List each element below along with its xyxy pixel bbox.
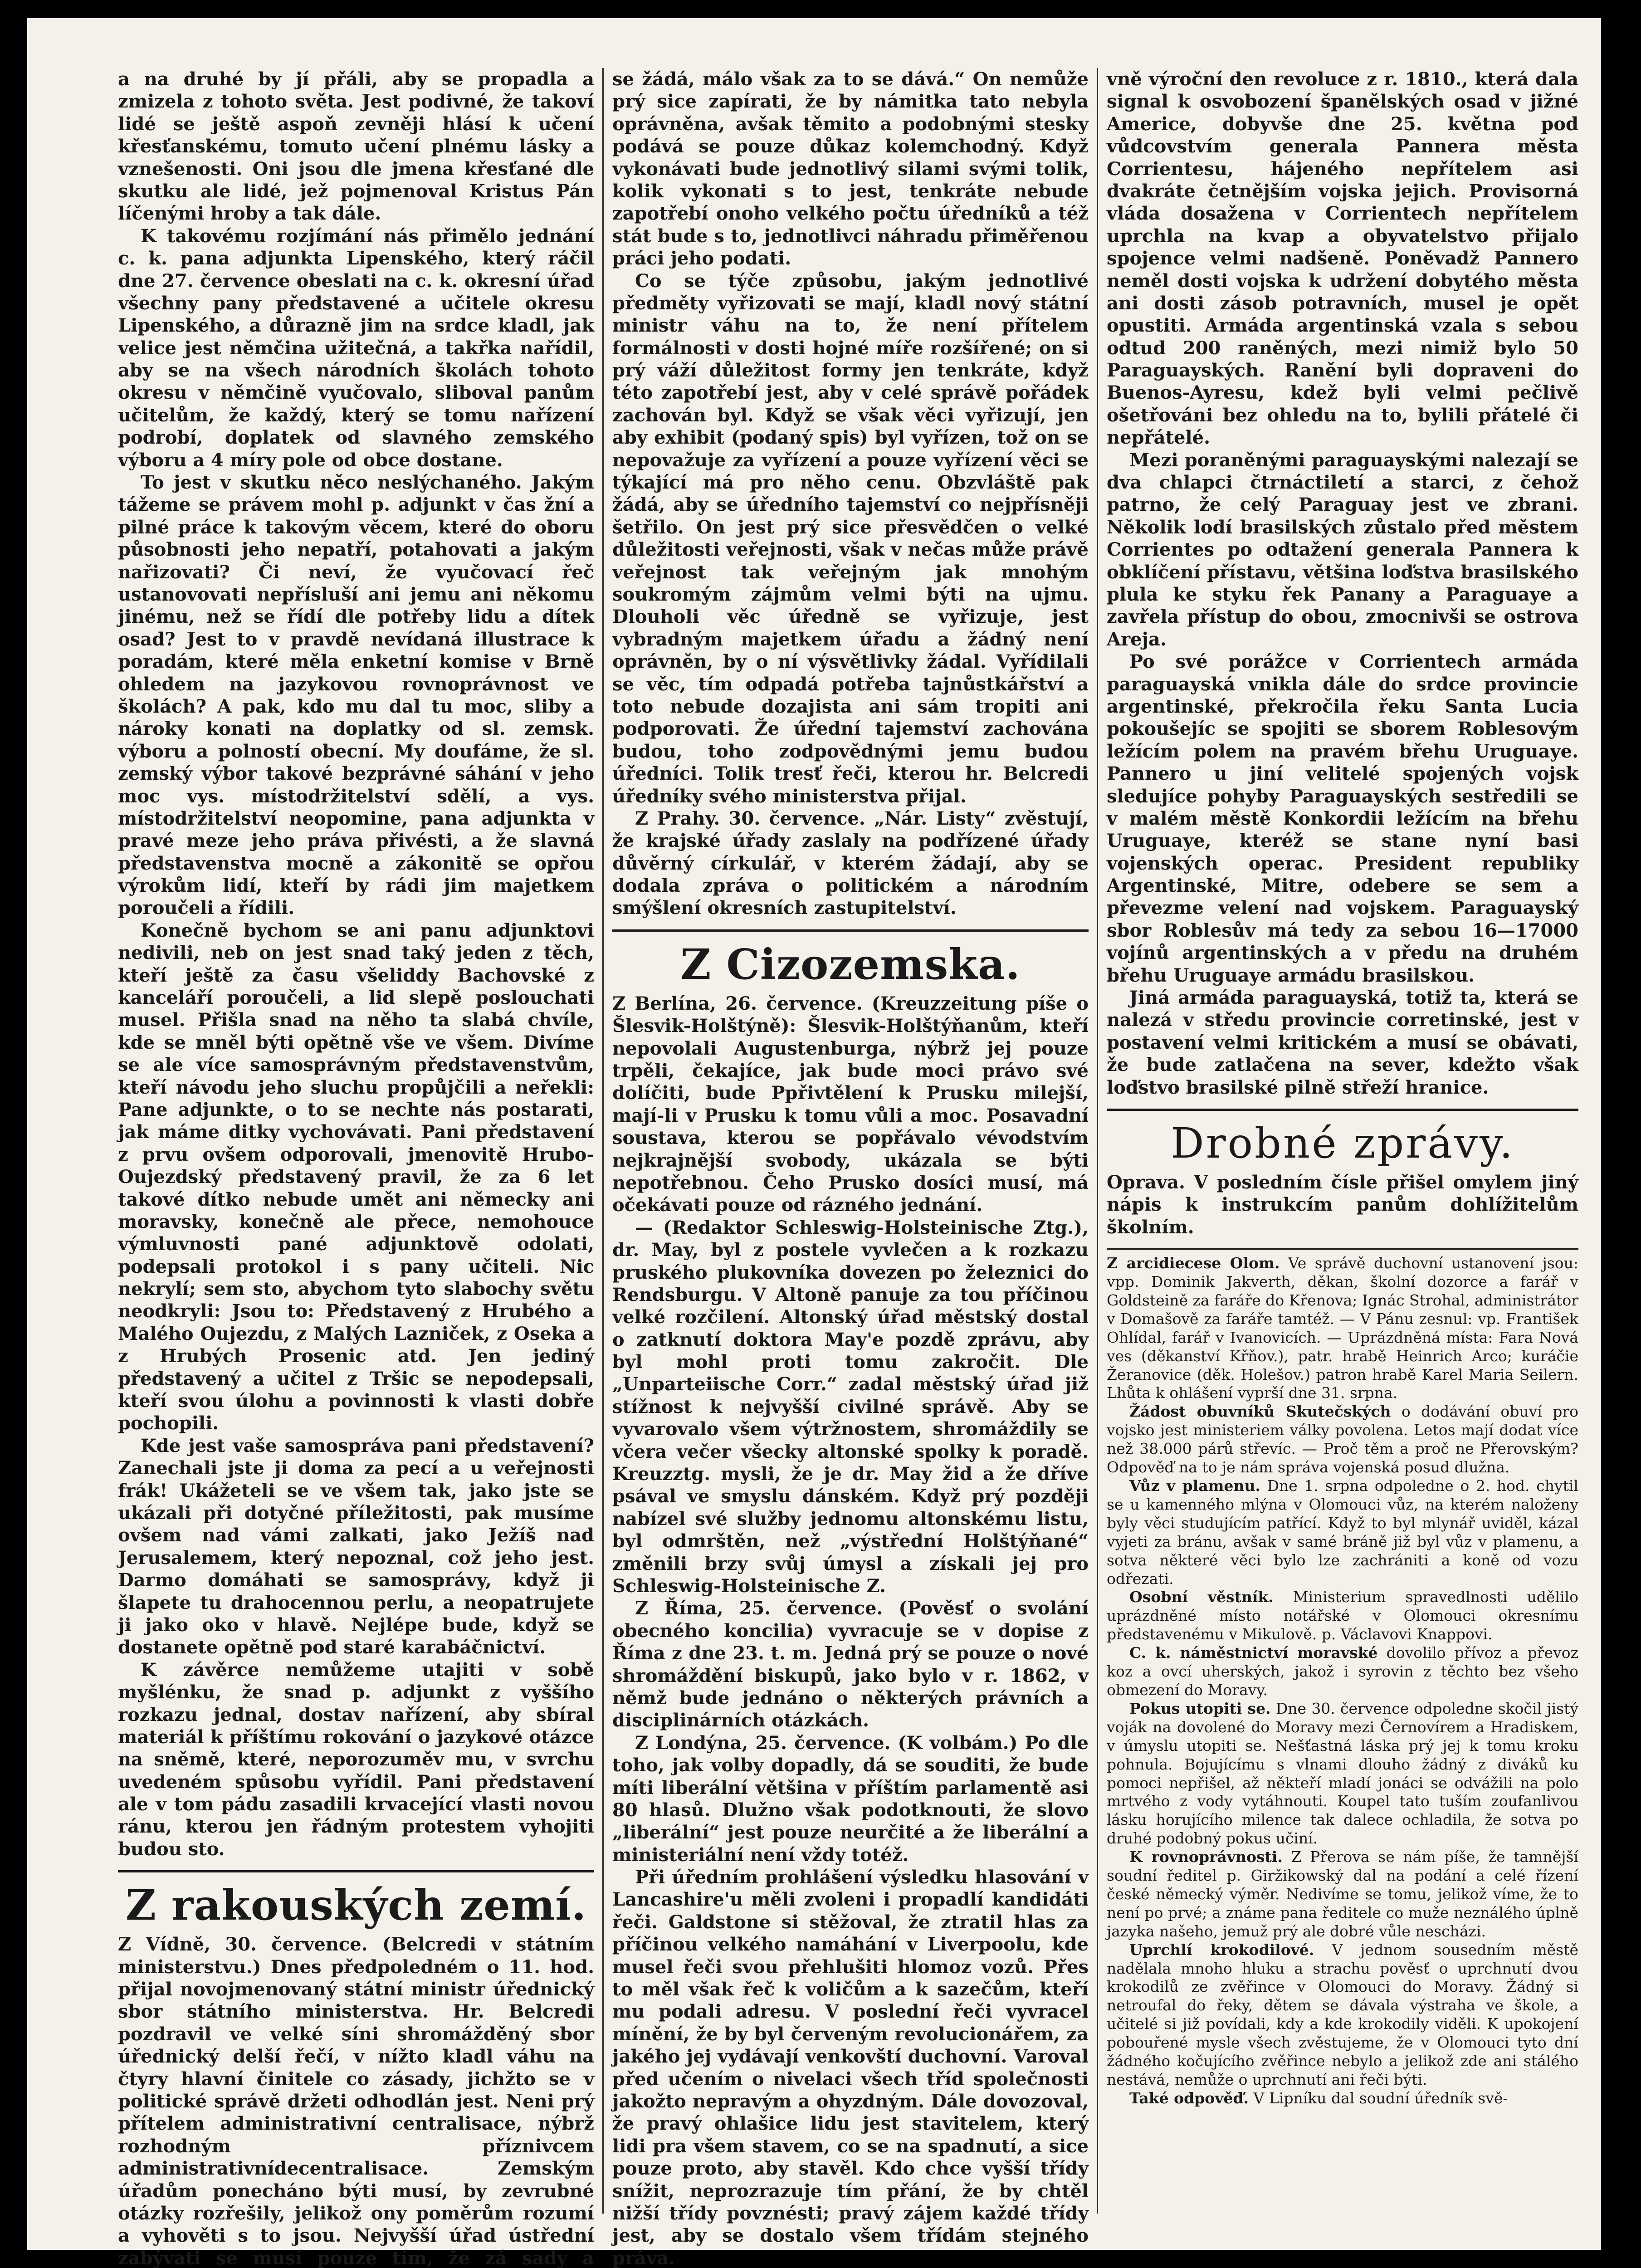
news-text: Z Přerova se nám píše, že tamnější soudní ředitel p. Giržikowský dal na podání a celé řízení české německý výměr. Nedivíme se tomu, jelikož víme, že to není po prvé; a známe pana ředitele co muže neználého úplně jazyka našeho, jemuž prý ale dobré vůle nescházi. (1107, 1848, 1578, 1940)
news-label: Osobní věstník. (1129, 1588, 1274, 1606)
news-text: Ministerium spravedlnosti udělilo uprázdněné místo notářské v Olomouci okresnímu představenému v Mikulově. p. Václavovi Knappovi. (1107, 1588, 1578, 1643)
correction-notice (1107, 1171, 1578, 1238)
news-item (1107, 1700, 1578, 1848)
news-text: V Lipníku dal soudní úředník svě- (1253, 2089, 1508, 2107)
column-left (118, 68, 594, 2268)
news-item (1107, 1644, 1578, 1700)
news-label: Uprchlí krokodilové. (1129, 1941, 1314, 1959)
news-label: K rovnoprávnosti. (1129, 1848, 1283, 1866)
article-paragraph: a na druhé by jí přáli, aby se propadla a zmizela z tohoto světa. Jest podivné, že takoví lidé se ještě aspoň zevněji hlásí k učení křesťanskému, tomuto učení plnému lásky a vznešenosti. Oni jsou dle jmena křesťané dle skutku ale lidé, jež pojmenoval Kristus Pán líčenými hroby a tak dále. (118, 68, 594, 225)
article-paragraph: K závěrce nemůžeme utajiti v sobě myšlénku, že snad p. adjunkt z vyššího rozkazu jednal, dostav nařízení, aby sbíral materiál k příštímu rokování o jazykové otázce na sněmě, které, neporozuměv mu, v svrchu uvedeném spůsobu vyřídil. Pani představení ale v tom pádu zasadili krvacející vlasti novou ránu, kterou jen řádným protestem vyhojiti budou sto. (118, 1659, 594, 1860)
article-paragraph: Jiná armáda paraguayská, totiž ta, která se nalezá v středu provincie corretinské, jest v postavení velmi kritickém a musí se obávati, že bude zatlačena na sever, kdežto však loďstvo brasilské pilně střeží hranice. (1107, 987, 1578, 1098)
article-paragraph: Konečně bychom se ani panu adjunktovi nedivili, neb on jest snad taký jeden z těch, kteří ještě za času všeliddy Bachovské z kanceláří poroučeli, a lid slepě poslouchati musel. Přišla snad na něho ta slabá chvíle, kde se mněl býti opětně vše ve všem. Divíme se ale více samosprávným představenstvům, kteří návodu jeho sluchu propůjčili a neřekli: Pane adjunkte, o to se nechte nás postarati, jak máme ditky vychovávati. Pani představení z prvu ovšem odporovali, jmenovitě Hrubo-Oujezdský představený pravil, že za 6 let takové dítko nebude umět ani německy ani moravsky, konečně ale přece, nemohouce výmluvnosti pané adjunktově odolati, podepsali protokol i s pany učiteli. Nic nekrylí; sem sto, abychom tyto slabochy světu neodkryli: Jsou to: Představený z Hrubého a Malého Oujezdu, z Malých Lazniček, z Oseka a z Hrubých Prosenic atd. Jen jediný představený a učitel z Tršic se nepodepsali, kteří svou úlohu a povinnosti k vlasti dobře pochopili. (118, 919, 594, 1434)
news-item (1107, 1477, 1578, 1588)
news-item (1107, 2089, 1578, 2108)
column-rule (602, 68, 604, 2214)
article-paragraph: Mezi poraněnými paraguayskými nalezají se dva chlapci čtrnáctiletí a starci, z čehož patrno, že celý Paraguay jest ve zbrani. Několik lodí brasilských zůstalo před městem Corrientes po odtažení generala Pannera k obklíčení přístavu, většina loďstva brasilského plula ke styku řek Panany a Paraguaye a zavřela přístup do obou, zmocnivši se ostrova Areja. (1107, 449, 1578, 650)
news-label: Také odpověď. (1129, 2089, 1249, 2107)
section-divider (118, 1870, 594, 1872)
article-paragraph: Z Londýna, 25. července. (K volbám.) Po dle toho, jak volby dopadly, dá se souditi, že bude míti liberální většina v příštím parlamentě asi 80 hlasů. Dlužno však podotknouti, že slovo „liberální“ jest pouze neurčité a že liberální a ministeriální není vždy totéž. (612, 1732, 1089, 1866)
column-rule (1097, 68, 1098, 2214)
section-heading: Drobné zprávy. (1170, 1119, 1515, 1168)
news-text: Ve správě duchovní ustanovení jsou: vpp. Dominik Jakverth, děkan, školní dozorce a farář v Goldsteině za faráře do Křenova; Ignác Strohal, administrátor v Domašově za faráře tamtéž. — V Pánu zesnul: vp. František Ohlídal, farář v Ivanovicích. — Uprázdněná místa: Fara Nová ves (děkanství Křňov.), patr. hrabě Heinrich Arco; kuráčie Žeranovice (děk. Holešov.) patron hrabě Karel Maria Seilern. Lhůta k ohlášení vyprší dne 31. srpna. (1107, 1254, 1578, 1402)
news-item (1107, 1588, 1578, 1644)
news-text: Dne 1. srpna odpoledne o 2. hod. chytil se u kamenného mlýna v Olomouci vůz, na kterém naloženy byly věci studujícím patřící. Když to byl mlynář uviděl, kázal vyjeti za bránu, avšak v samé bráně již byl vůz v plamenu, a sotva některé věci bylo lze zachrániti a koně od vozu odřezati. (1107, 1477, 1578, 1588)
notice-label: Oprava. (1107, 1171, 1185, 1193)
news-item (1107, 1848, 1578, 1941)
section-heading: Z Cizozemska. (680, 939, 1021, 989)
article-paragraph: Co se týče způsobu, jakým jednotlivé předměty vyřizovati se mají, kladl nový státní ministr váhu na to, že není přítelem formálnosti v dosti hojné míře rozšířené; on si prý váží důležitost formy jen tenkráte, když této zapotřebí jest, aby v celé správě pořádek zachován byl. Když se však věci vyřizují, jen aby exhibit (podaný spis) byl vyřízen, tož on se nepovažuje za vyřízení a pouze vyřízení věci se týkající má pro něho cenu. Obzvláště pak žádá, aby se úředního tajemství co nejpřísněji šetřilo. On jest prý sice přesvědčen o velké důležitosti veřejnosti, však v nečas může právě veřejnost tak veřejným jak mnohým soukromým zájmům velmi býti na ujmu. Dlouholi věc úředně se vyřizuje, jest vybradným majetkem úřadu a žádný není oprávněn, by o ní výsvětlivky žádal. Vyřídilali se věc, tím odpadá potřeba tajnůstkářství a toto nebude dozajista ani sám tropiti ani podporovati. Že úřední tajemství zachována budou, toho zodpovědnými jemu budou úředníci. Tolik tresť řeči, kterou hr. Belcredi úředníky svého ministerstva přijal. (612, 270, 1089, 807)
article-paragraph: vně výroční den revoluce z r. 1810., která dala signal k osvobození španělských osad v jižné Americe, dobyvše dne 25. května pod vůdcovstvím generala Pannera města Corrientesu, hájeného nepřítelem asi dvakráte četnějším vojska jejich. Provisorná vláda dosažena v Corrientech nepřítelem uprchla na kvap a obyvatelstvo přijalo spojence velmi nadšeně. Poněvadž Pannero neměl dosti vojska k udržení dobytého města ani dosti zásob potravních, musel je opět opustiti. Armáda argentinská vzala s sebou odtud 200 raněných, mezi nimiž bylo 50 Paraguayských. Ranění byli dopraveni do Buenos-Ayresu, kdež byli velmi pečlivě ošetřováni bez ohledu na to, bylili přátelé či nepřátelé. (1107, 68, 1578, 449)
news-label: Žádost obuvníků Skutečských (1129, 1403, 1391, 1421)
section-heading: Z rakouských zemí. (125, 1881, 587, 1930)
notice-text: V posledním čísle přišel omylem jiný nápis k instrukcím panům dohlížitelům školním. (1107, 1171, 1578, 1238)
section-divider (612, 929, 1089, 932)
article-paragraph: — (Redaktor Schleswig-Holsteinische Ztg.), dr. May, byl z postele vyvlečen a k rozkazu pruského plukovníka dovezen po železnici do Rendsburgu. V Altoně panuje za tou příčinou velké rozčilení. Altonský úřad městský dostal o zatknutí doktora May'e pozdě zprávu, aby byl mohl proti tomu zakročit. Dle „Unparteiische Corr.“ zadal městský úřad již stížnost k nejvyšší civilné správě. Aby se vyvarovalo všem výtržnostem, shromáždily se včera večer všecky altonské spolky k poradě. Kreuzztg. mysli, že je dr. May žid a že dříve psával ve smyslu dánském. Když prý později nabízel své služby jednomu altonskému listu, byl odmrštěn, než „výstřední Holštýňané“ změnili brzy svůj úmysl a získali jej pro Schleswig-Holsteinische Z. (612, 1217, 1089, 1597)
news-text: o dodávání obuví pro vojsko jest ministeriem války povolena. Letos mají dodat více než 38.000 párů střevíc. — Proč těm a proč ne Přerovským? Odpověď na to je nám správa vojenská posud dlužna. (1107, 1403, 1578, 1476)
short-news (1107, 1254, 1578, 2108)
news-text: dovolilo přívoz a převoz koz a ovcí uherských, jakož i syrovin z těchto bez všeho obmezení do Moravy. (1107, 1644, 1578, 1699)
news-label: C. k. náměstnictví moravské (1129, 1644, 1378, 1662)
news-item (1107, 1403, 1578, 1477)
section-divider (1107, 1248, 1578, 1250)
news-text: Dne 30. července odpoledne skočil jistý voják na dovolené do Moravy mezi Černovírem a Hradiskem, v úmyslu utopiti se. Nešťastná láska prý jej k tomu kroku pohnula. Bojujícímu s vlnami dlouho žádný z diváků ku pomoci nepřišel, až někteří mladí jonáci se odvážili na polo mrtvého z vody vytáhnouti. Koupel tato tuším zoufanlivou lásku horujícího milence tak dalece ochladila, že sotva po druhé podobný pokus učiní. (1107, 1699, 1578, 1848)
news-label: Z arcidiecese Olom. (1107, 1254, 1280, 1272)
article-paragraph: To jest v skutku něco neslýchaného. Jakým tážeme se právem mohl p. adjunkt v čas žní a pilné práce k takovým věcem, které do oboru působnosti jeho nepatří, potahovati a jakým nařizovati? Či neví, že vyučovací řeč ustanovovati nepřísluší ani jemu ani někomu jinému, než se řídí dle potřeby lidu a dítek osad? Jest to v pravdě nevídaná illustrace k poradám, které měla enketní komise v Brně ohledem na jazykovou rovnoprávnost ve školách? A pak, kdo mu dal tu moc, sliby a nároky konati na doplatky od sl. zemsk. výboru a polností obecní. My doufáme, že sl. zemský výbor takové bezprávné sáhání v jeho moc vys. místodržitelství sdělí, a vys. místodržitelství neopomine, pana adjunkta v pravé meze jeho práva přivésti, a že slavná představenstva mocně a zákonitě se opřou výrokům lidí, kteří by rádi jim majetkem poroučeli a řídili. (118, 472, 594, 919)
column-right (1107, 68, 1578, 2218)
news-item (1107, 1941, 1578, 2089)
column-middle (612, 68, 1089, 2268)
newspaper-page (27, 18, 1601, 2268)
news-item (1107, 1254, 1578, 1403)
news-label: Pokus utopiti se. (1129, 1699, 1271, 1717)
article-paragraph: Z Berlína, 26. července. (Kreuzzeitung píše o Šlesvik-Holštýně): Šlesvik-Holštýňanům, kteří nepovolali Augustenburga, nýbrž jej pouze trpěli, čekajíce, jak bude moci právo své dolíčiti, bude Ppřivtělení k Prusku milejší, mají-li v Prusku k tomu vůli a moc. Posavadní soustava, kterou se popřávalo vévodstvím nejkrajnější svobody, ukázala se býti nepotřebnou. Čeho Prusko dosíci musí, má očekávati pouze od rázného jednání. (612, 992, 1089, 1216)
section-divider (1107, 1109, 1578, 1111)
article-paragraph: K takovému rozjímání nás přimělo jednání c. k. pana adjunkta Lipenského, který ráčil dne 27. července obeslati na c. k. okresní úřad všechny pany představené a učitele okresu Lipenského, a důrazně jim na srdce kladl, jak velice jest němčina užitečná, a takřka nařídil, aby se na všech národních školách tohoto okresu v němčině vyučovalo, sliboval panům učitelům, že každý, který se tomu nařízení podrobí, doplatek od slavného zemského výboru a 4 míry pole od obce dostane. (118, 225, 594, 471)
news-label: Vůz v plamenu. (1129, 1477, 1260, 1495)
article-paragraph: se žádá, málo však za to se dává.“ On nemůže prý sice zapírati, že by námitka tato nebyla oprávněna, avšak těmito a podobnými stesky podává se pouze důkaz kolemchodný. Když vykonávati bude jednotlivý silami svými tolik, kolik vykonati s to jest, tenkráte nebude zapotřebí onoho velkého počtu úředníků a též stát bude s to, jednotlivci náhradu přiměřenou práci jeho podati. (612, 68, 1089, 269)
article-paragraph: Kde jest vaše samospráva pani představení? Zanechali jste ji doma za pecí a u veřejnosti frák! Ukážeteli se ve všem tak, jako jste se ukázali při dotyčné příležitosti, pak musíme ovšem nad vámi zalkati, jako Ježíš nad Jerusalemem, který nepoznal, což jeho jest. Darmo domáhati se samosprávy, když ji šlapete tu drahocennou perlu, a neopatrujete ji jako oko v hlavě. Nejlépe bude, když se dostanete opětně pod staré karabáčnictví. (118, 1435, 594, 1658)
article-paragraph: Z Říma, 25. července. (Pověsť o svolání obecného koncilia) vyvracuje se v dopise z Říma z dne 23. t. m. Jedná prý se pouze o nové shromáždění biskupů, jako bylo v r. 1862, v němž bude jednáno o některých právních a disciplinárních otázkách. (612, 1598, 1089, 1731)
article-paragraph: Při úředním prohlášení výsledku hlasování v Lancashire'u měli zvoleni i propadlí kandidáti řeči. Galdstone si stěžoval, že ztratil hlas za příčinou velkého namáhání v Liverpoolu, kde musel řeči svou přehlušiti hlomoz vozů. Přes to měl však řeč k voličům a k sazečům, kteří mu podali adresu. V poslední řeči vyvracel mínění, že by byl červeným revolucionářem, za jakého jej vydávají venkovští duchovní. Varoval před učením o nivelaci všech tříd společnosti jakožto nepravým a ohyzdným. Dále dovozoval, že pravý ohlašice lidu jest stavitelem, který lidi pra všem stavem, co se na spadnutí, a sice pouze proto, aby stavěl. Kdo chce vyšší třídy snížit, neprozrazuje tím přání, že by chtěl nižší třídy povznésti; pravý zájem každé třídy jest, aby se dostalo všem třídám stejného práva. (612, 1867, 1089, 2268)
news-text: V jednom sousedním městě nadělala mnoho hluku a strachu pověsť o uprchnutí dvou krokodilů ze zvěřince v Olomouci do Moravy. Žádný si netroufal do řeky, dětem se dávala výstraha ve škole, a učitelé si již povídali, kdy a kde krokodily viděli. K upokojení pobouřené mysle všech zvěstujeme, že v Olomouci tyto dní žádného kočujícího zvěřince nebylo a jelikož zde ani stálého nestává, nemůže o uprchnutí ani řeči býti. (1107, 1941, 1578, 2089)
article-paragraph: Po své porážce v Corrientech armáda paraguayská vnikla dále do srdce provincie argentinské, překročila řeku Santa Lucia pokoušejíc se spojiti se sborem Roblesovým ležícím polem na pravém břehu Uruguaye. Pannero u jiní velitelé spojených vojsk sledujíce pohyby Paraguayských sestředili se v malém městě Konkordii ležícím na břehu Uruguaye, kteréž se stane nyní basi vojenských operac. President republiky Argentinské, Mitre, odebere se sem a převezme velení nad vojskem. Paraguayský sbor Roblesův má tedy za sebou 16—17000 vojínů argentinských a v předu na druhém břehu Uruguaye armádu brasilskou. (1107, 651, 1578, 986)
article-paragraph: Z Prahy. 30. července. „Nár. Listy“ zvěstují, že krajské úřady zaslaly na podřízené úřady důvěrný církulář, v kterém žádají, aby se dodala zpráva o politickém a národním smýšlení okresních zastupitelství. (612, 807, 1089, 919)
article-paragraph: Z Vídně, 30. července. (Belcredi v státním ministerstvu.) Dnes předpoledném o 11. hod. přijal novojmenovaný státní ministr úřednický sbor státního ministerstva. Hr. Belcredi pozdravil ve velké síni shromážděný sbor úřednický delší řečí, v nížto kladl váhu na čtyry hlavní činitele co zásady, jichžto se v politické správě držeti odhodlán jest. Neni prý přítelem administrativní centralisace, nýbrž rozhodným příznivcem administrativnídecentralisace. Zemským úřadům ponecháno býti musí, by zevrubné otázky rozřešily, jelikož ony poměrům rozumí a vyhověti s to jsou. Nejvyšší úřad ústřední zabývati se musí pouze tím, že zá sady a (118, 1934, 594, 2268)
